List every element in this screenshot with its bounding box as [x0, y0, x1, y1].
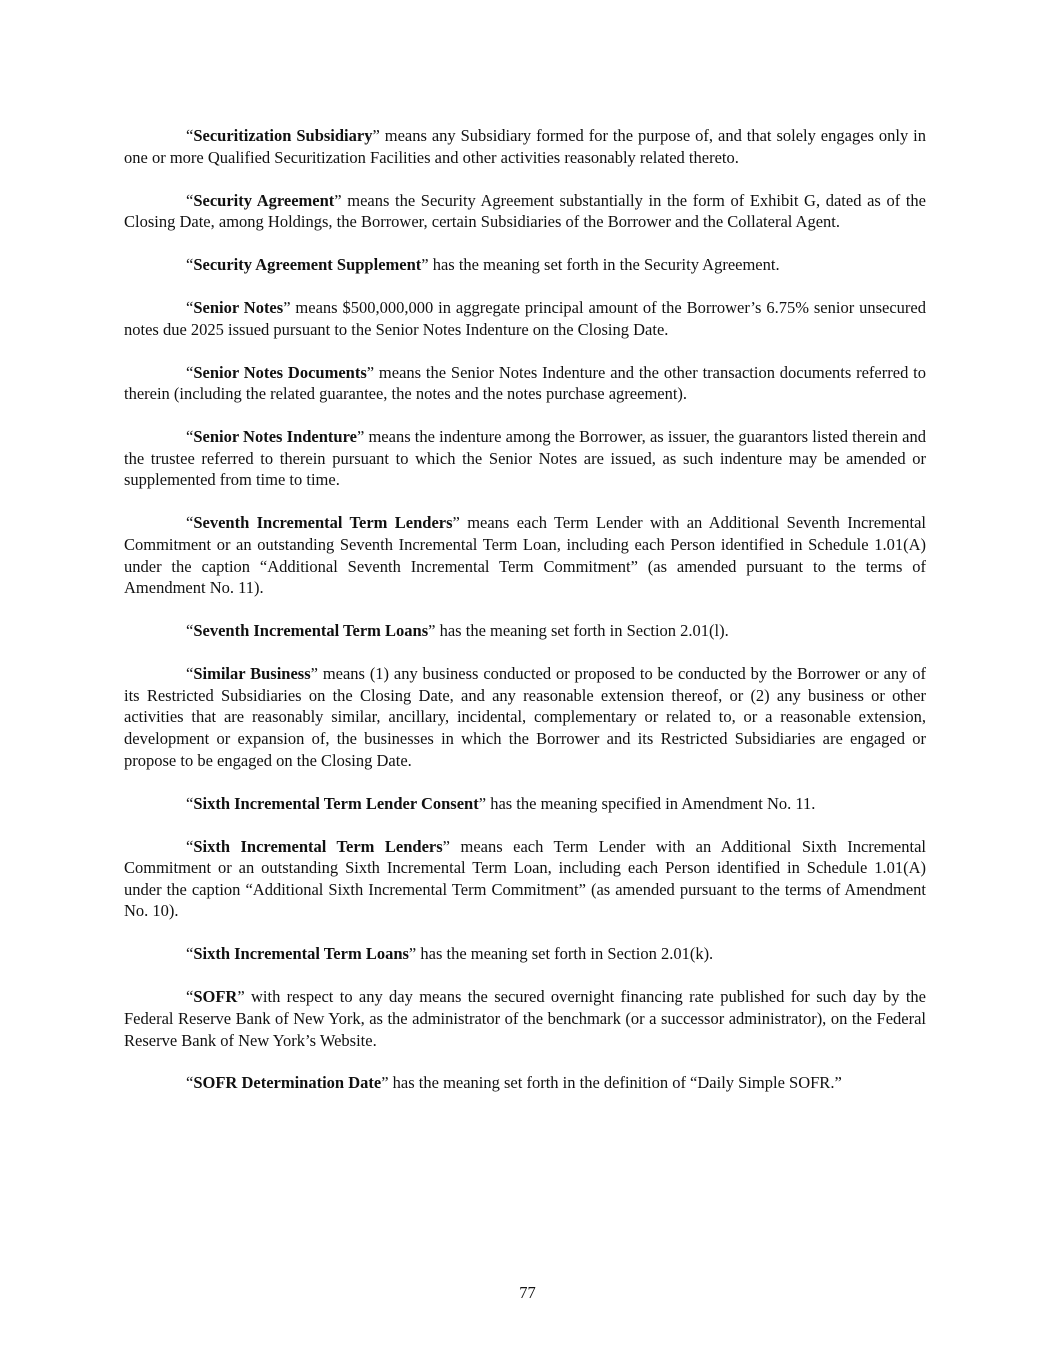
definition-text: means (1) any business conducted or proposed to be conducted by the Borrower or any of its Restricted Subsidiaries on the Closing Date, and any reasonable extension thereof, or (2) any business or other activities that are reasonably similar, ancillary, incidental, complementary or related to, or a reasonable extension, development or expansion of, the businesses in which the Borrower and its Restricted Subsidiaries are engaged or propose to be engaged on the Closing Date.	[124, 664, 926, 770]
definitions-section	[124, 125, 926, 1115]
definition-text: means the indenture among the Borrower, as issuer, the guarantors listed therein and the trustee referred to therein pursuant to which the Senior Notes are issued, as such indenture may be amended or supplemented from time to time.	[124, 427, 926, 490]
page-number: 77	[519, 1283, 536, 1302]
definition-text: means each Term Lender with an Additional Sixth Incremental Commitment or an outstanding Sixth Incremental Term Loan, including each Person identified in Schedule 1.01(A) under the caption “Additional Sixth Incremental Term Commitment” (as amended pursuant to the terms of Amendment No. 10).	[124, 836, 926, 921]
definition-text: has the meaning specified in Amendment No. 11.	[486, 793, 816, 813]
definition-text: means $500,000,000 in aggregate principal amount of the Borrower’s 6.75% senior unsecured notes due 2025 issued pursuant to the Senior Notes Indenture on the Closing Date.	[124, 298, 926, 339]
definition-paragraph: “Seventh Incremental Term Loans” has the meaning set forth in Section 2.01(l).	[186, 621, 729, 641]
definition-text: means the Senior Notes Indenture and the other transaction documents referred to therein (including the related guarantee, the notes and the notes purchase agreement).	[124, 362, 926, 404]
definition-text: has the meaning set forth in Section 2.01(l).	[435, 621, 729, 641]
definition-paragraph: “Senior Notes Indenture” means the indenture among the Borrower, as issuer, the guarantors listed therein and the trustee referred to therein pursuant to which the Senior Notes are issued, as such indenture may be amended or supplemented from time to time.	[124, 427, 926, 490]
definition-paragraph: “Security Agreement” means the Security Agreement substantially in the form of Exhibit G, dated as of the Closing Date, among Holdings, the Borrower, certain Subsidiaries of the Borrower and the Collateral Agent.	[124, 190, 926, 232]
definition-text: has the meaning set forth in the Security Agreement.	[428, 255, 780, 275]
defined-term: Security Agreement Supplement	[193, 255, 422, 275]
defined-term: Senior Notes Indenture	[193, 427, 357, 447]
definition-paragraph: “Sixth Incremental Term Lender Consent” has the meaning specified in Amendment No. 11.	[186, 793, 816, 813]
defined-term: Senior Notes	[193, 298, 284, 318]
defined-term: Securitization Subsidiary	[193, 126, 373, 145]
defined-term: Sixth Incremental Term Lenders	[193, 836, 443, 856]
definition-text: with respect to any day means the secured overnight financing rate published for such day by the Federal Reserve Bank of New York, as the administrator of the benchmark (or a successor administrator), on the Federal Reserve Bank of New York’s Website.	[124, 987, 926, 1050]
definition-text: has the meaning set forth in the definition of “Daily Simple SOFR.”	[388, 1073, 842, 1093]
defined-term: SOFR Determination Date	[193, 1073, 382, 1093]
definition-paragraph: “Senior Notes Documents” means the Senior Notes Indenture and the other transaction documents referred to therein (including the related guarantee, the notes and the notes purchase agreement).	[124, 362, 926, 404]
definition-paragraph: “SOFR” with respect to any day means the secured overnight financing rate published for such day by the Federal Reserve Bank of New York, as the administrator of the benchmark (or a successor administrator), on the Federal Reserve Bank of New York’s Website.	[124, 987, 926, 1050]
definition-text: has the meaning set forth in Section 2.01(k).	[416, 944, 714, 964]
defined-term: Seventh Incremental Term Loans	[193, 621, 429, 641]
definition-text: means any Subsidiary formed for the purpose of, and that solely engages only in one or more Qualified Securitization Facilities and other activities reasonably related thereto.	[124, 126, 926, 167]
defined-term: Sixth Incremental Term Lender Consent	[193, 793, 479, 813]
defined-term: SOFR	[193, 987, 238, 1007]
definition-paragraph: “Senior Notes” means $500,000,000 in aggregate principal amount of the Borrower’s 6.75% senior unsecured notes due 2025 issued pursuant to the Senior Notes Indenture on the Closing Date.	[124, 298, 926, 339]
definition-text: means each Term Lender with an Additional Seventh Incremental Commitment or an outstanding Seventh Incremental Term Loan, including each Person identified in Schedule 1.01(A) under the caption “Additional Seventh Incremental Term Commitment” (as amended pursuant to the terms of Amendment No. 11).	[124, 513, 926, 598]
definition-paragraph: “Security Agreement Supplement” has the meaning set forth in the Security Agreement.	[186, 255, 780, 275]
definition-paragraph: “Sixth Incremental Term Loans” has the meaning set forth in Section 2.01(k).	[186, 944, 714, 964]
defined-term: Security Agreement	[193, 190, 335, 210]
definition-paragraph: “Seventh Incremental Term Lenders” means each Term Lender with an Additional Seventh Incremental Commitment or an outstanding Seventh Incremental Term Loan, including each Person identified in Schedule 1.01(A) under the caption “Additional Seventh Incremental Term Commitment” (as amended pursuant to the terms of Amendment No. 11).	[124, 513, 926, 598]
definition-paragraph: “SOFR Determination Date” has the meaning set forth in the definition of “Daily Simple SOFR.”	[186, 1073, 842, 1093]
defined-term: Sixth Incremental Term Loans	[193, 944, 409, 964]
definition-paragraph: “Similar Business” means (1) any business conducted or proposed to be conducted by the Borrower or any of its Restricted Subsidiaries on the Closing Date, and any reasonable extension thereof, or (2) any business or other activities that are reasonably similar, ancillary, incidental, complementary or related to, or a reasonable extension, development or expansion of, the businesses in which the Borrower and its Restricted Subsidiaries are engaged or propose to be engaged on the Closing Date.	[124, 664, 926, 770]
definition-paragraph: “Sixth Incremental Term Lenders” means each Term Lender with an Additional Sixth Incremental Commitment or an outstanding Sixth Incremental Term Loan, including each Person identified in Schedule 1.01(A) under the caption “Additional Sixth Incremental Term Commitment” (as amended pursuant to the terms of Amendment No. 10).	[124, 836, 926, 921]
definition-paragraph: “Securitization Subsidiary” means any Subsidiary formed for the purpose of, and that solely engages only in one or more Qualified Securitization Facilities and other activities reasonably related thereto.	[124, 126, 926, 167]
definition-text: means the Security Agreement substantially in the form of Exhibit G, dated as of the Closing Date, among Holdings, the Borrower, certain Subsidiaries of the Borrower and the Collateral Agent.	[124, 190, 926, 232]
defined-term: Senior Notes Documents	[193, 362, 367, 382]
defined-term: Similar Business	[193, 664, 311, 684]
defined-term: Seventh Incremental Term Lenders	[193, 513, 453, 533]
